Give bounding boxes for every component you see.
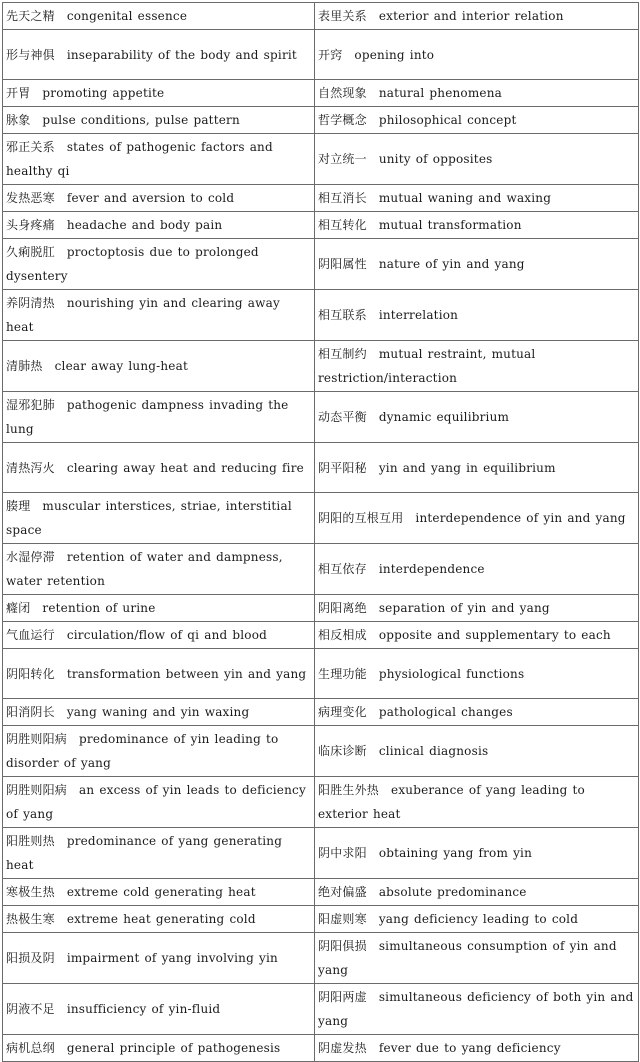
table-row [3, 134, 639, 185]
english-translation: nourishing yin and clearing away heat [6, 296, 280, 334]
chinese-term: 阳胜则热 [6, 834, 55, 848]
term-cell-right [315, 649, 639, 699]
term-cell-left [3, 879, 315, 906]
table-row [3, 185, 639, 212]
english-translation: nature of yin and yang [378, 257, 525, 271]
chinese-term: 阴胜则阳病 [6, 783, 68, 797]
table-row [3, 726, 639, 777]
term-cell-left [3, 30, 315, 80]
english-translation: mutual waning and waxing [378, 191, 552, 205]
chinese-term: 邪正关系 [6, 140, 55, 154]
term-cell-left [3, 906, 315, 933]
glossary-body [3, 3, 639, 1062]
english-translation: interdependence [378, 562, 485, 576]
english-translation: exterior and interior relation [378, 9, 564, 23]
english-translation: absolute predominance [378, 885, 527, 899]
term-cell-right [315, 777, 639, 828]
english-translation: natural phenomena [378, 86, 503, 100]
english-translation: unity of opposites [378, 152, 493, 166]
chinese-term: 相反相成 [318, 628, 367, 642]
term-cell-right [315, 726, 639, 777]
table-row [3, 906, 639, 933]
english-translation: an excess of yin leads to deficiency of yang [6, 783, 306, 821]
english-translation: fever and aversion to cold [66, 191, 235, 205]
table-row [3, 828, 639, 879]
english-translation: impairment of yang involving yin [66, 951, 278, 965]
english-translation: yin and yang in equilibrium [378, 460, 556, 475]
chinese-term: 绝对偏盛 [318, 885, 367, 899]
english-translation: pathological changes [378, 705, 513, 719]
term-cell-left [3, 622, 315, 649]
chinese-term: 阴阳离绝 [318, 601, 367, 615]
chinese-term: 阴阳的互根互用 [318, 511, 404, 525]
english-translation: clear away lung-heat [54, 359, 188, 373]
term-cell-right [315, 134, 639, 185]
english-translation: mutual transformation [378, 218, 522, 232]
term-cell-right [315, 622, 639, 649]
english-translation: clinical diagnosis [378, 744, 489, 758]
english-translation: opening into [354, 47, 435, 62]
english-translation: separation of yin and yang [378, 601, 550, 615]
chinese-term: 形与神俱 [6, 47, 55, 62]
term-cell-right [315, 3, 639, 30]
chinese-term: 对立统一 [318, 152, 367, 166]
english-translation: interdependence of yin and yang [415, 511, 626, 525]
term-cell-left [3, 290, 315, 341]
chinese-term: 阴阳属性 [318, 257, 367, 271]
chinese-term: 阴中求阳 [318, 846, 367, 860]
english-translation: philosophical concept [378, 113, 517, 127]
chinese-term: 阴平阳秘 [318, 460, 367, 475]
english-translation: general principle of pathogenesis [66, 1041, 281, 1055]
term-cell-left [3, 443, 315, 493]
english-translation: physiological functions [378, 666, 525, 681]
table-row [3, 493, 639, 544]
term-cell-right [315, 392, 639, 443]
chinese-term: 阴阳转化 [6, 666, 55, 681]
english-translation: pathogenic dampness invading the lung [6, 398, 289, 436]
english-translation: predominance of yang generating heat [6, 834, 283, 872]
term-cell-right [315, 984, 639, 1035]
table-row [3, 107, 639, 134]
table-row [3, 341, 639, 392]
table-row [3, 80, 639, 107]
table-row [3, 30, 639, 80]
english-translation: inseparability of the body and spirit [66, 47, 297, 62]
english-translation: retention of urine [42, 601, 156, 615]
english-translation: muscular interstices, striae, interstitial space [6, 499, 292, 537]
chinese-term: 哲学概念 [318, 113, 367, 127]
english-translation: obtaining yang from yin [378, 846, 533, 860]
english-translation: exuberance of yang leading to exterior heat [318, 783, 585, 821]
english-translation: headache and body pain [66, 218, 223, 232]
chinese-term: 气血运行 [6, 628, 55, 642]
chinese-term: 病理变化 [318, 705, 367, 719]
english-translation: interrelation [378, 308, 459, 322]
term-cell-left [3, 544, 315, 595]
term-cell-right [315, 493, 639, 544]
table-row [3, 595, 639, 622]
table-row [3, 212, 639, 239]
term-cell-right [315, 341, 639, 392]
chinese-term: 发热恶寒 [6, 191, 55, 205]
english-translation: fever due to yang deficiency [378, 1041, 561, 1055]
term-cell-left [3, 984, 315, 1035]
chinese-term: 阴阳两虚 [318, 990, 367, 1004]
chinese-term: 相互消长 [318, 191, 367, 205]
term-cell-right [315, 30, 639, 80]
english-translation: simultaneous consumption of yin and yang [318, 939, 617, 977]
english-translation: circulation/flow of qi and blood [66, 628, 268, 642]
term-cell-right [315, 699, 639, 726]
chinese-term: 清肺热 [6, 359, 43, 373]
english-translation: clearing away heat and reducing fire [66, 460, 304, 475]
table-row [3, 879, 639, 906]
chinese-term: 水湿停滞 [6, 550, 55, 564]
term-cell-left [3, 595, 315, 622]
chinese-term: 癃闭 [6, 601, 31, 615]
term-cell-right [315, 906, 639, 933]
chinese-term: 动态平衡 [318, 410, 367, 424]
english-translation: transformation between yin and yang [66, 666, 307, 681]
chinese-term: 相互制约 [318, 347, 367, 361]
term-cell-left [3, 726, 315, 777]
chinese-term: 寒极生热 [6, 885, 55, 899]
chinese-term: 阳损及阴 [6, 951, 55, 965]
term-cell-right [315, 879, 639, 906]
chinese-term: 相互联系 [318, 308, 367, 322]
table-row [3, 3, 639, 30]
chinese-term: 相互依存 [318, 562, 367, 576]
chinese-term: 表里关系 [318, 9, 367, 23]
chinese-term: 临床诊断 [318, 744, 367, 758]
chinese-term: 脉象 [6, 113, 31, 127]
table-row [3, 290, 639, 341]
term-cell-left [3, 107, 315, 134]
english-translation: congenital essence [66, 9, 188, 23]
english-translation: extreme cold generating heat [66, 885, 256, 899]
english-translation: yang waning and yin waxing [66, 705, 250, 719]
table-row [3, 777, 639, 828]
term-cell-right [315, 80, 639, 107]
term-cell-right [315, 212, 639, 239]
chinese-term: 开胃 [6, 86, 31, 100]
term-cell-left [3, 1035, 315, 1062]
chinese-term: 阳胜生外热 [318, 783, 380, 797]
chinese-term: 生理功能 [318, 666, 367, 681]
chinese-term: 阴液不足 [6, 1002, 55, 1016]
term-cell-left [3, 493, 315, 544]
chinese-term: 湿邪犯肺 [6, 398, 55, 412]
chinese-term: 腠理 [6, 499, 31, 513]
term-cell-left [3, 239, 315, 290]
table-row [3, 1035, 639, 1062]
english-translation: opposite and supplementary to each [378, 628, 611, 642]
term-cell-left [3, 185, 315, 212]
term-cell-right [315, 544, 639, 595]
english-translation: pulse conditions, pulse pattern [42, 113, 240, 127]
table-row [3, 984, 639, 1035]
term-cell-left [3, 3, 315, 30]
chinese-term: 阳消阴长 [6, 705, 55, 719]
chinese-term: 阴阳俱损 [318, 939, 367, 953]
term-cell-left [3, 392, 315, 443]
table-row [3, 544, 639, 595]
chinese-term: 头身疼痛 [6, 218, 55, 232]
chinese-term: 阴虚发热 [318, 1041, 367, 1055]
chinese-term: 先天之精 [6, 9, 55, 23]
term-cell-left [3, 699, 315, 726]
chinese-term: 自然现象 [318, 86, 367, 100]
term-cell-right [315, 443, 639, 493]
english-translation: extreme heat generating cold [66, 912, 256, 926]
term-cell-left [3, 777, 315, 828]
chinese-term: 阴胜则阳病 [6, 732, 68, 746]
english-translation: simultaneous deficiency of both yin and yang [318, 990, 634, 1028]
english-translation: retention of water and dampness, water retention [6, 550, 283, 588]
table-row [3, 699, 639, 726]
term-cell-left [3, 828, 315, 879]
glossary-table [2, 2, 639, 1062]
chinese-term: 开窍 [318, 47, 343, 62]
table-row [3, 443, 639, 493]
chinese-term: 养阴清热 [6, 296, 55, 310]
table-row [3, 622, 639, 649]
term-cell-right [315, 239, 639, 290]
chinese-term: 清热泻火 [6, 460, 55, 475]
term-cell-right [315, 290, 639, 341]
term-cell-right [315, 1035, 639, 1062]
english-translation: insufficiency of yin-fluid [66, 1002, 221, 1016]
term-cell-left [3, 134, 315, 185]
table-row [3, 239, 639, 290]
chinese-term: 热极生寒 [6, 912, 55, 926]
term-cell-right [315, 828, 639, 879]
term-cell-left [3, 933, 315, 984]
english-translation: mutual restraint, mutual restriction/interaction [318, 347, 536, 385]
chinese-term: 相互转化 [318, 218, 367, 232]
english-translation: states of pathogenic factors and healthy qi [6, 140, 273, 178]
term-cell-right [315, 107, 639, 134]
term-cell-left [3, 212, 315, 239]
english-translation: predominance of yin leading to disorder of yang [6, 732, 279, 770]
chinese-term: 久痢脱肛 [6, 245, 55, 259]
chinese-term: 阳虚则寒 [318, 912, 367, 926]
term-cell-left [3, 80, 315, 107]
english-translation: dynamic equilibrium [378, 410, 510, 424]
term-cell-right [315, 933, 639, 984]
english-translation: proctoptosis due to prolonged dysentery [6, 245, 259, 283]
chinese-term: 病机总纲 [6, 1041, 55, 1055]
term-cell-left [3, 649, 315, 699]
table-row [3, 933, 639, 984]
english-translation: promoting appetite [42, 86, 165, 100]
term-cell-right [315, 595, 639, 622]
table-row [3, 392, 639, 443]
table-row [3, 649, 639, 699]
english-translation: yang deficiency leading to cold [378, 912, 579, 926]
term-cell-left [3, 341, 315, 392]
term-cell-right [315, 185, 639, 212]
